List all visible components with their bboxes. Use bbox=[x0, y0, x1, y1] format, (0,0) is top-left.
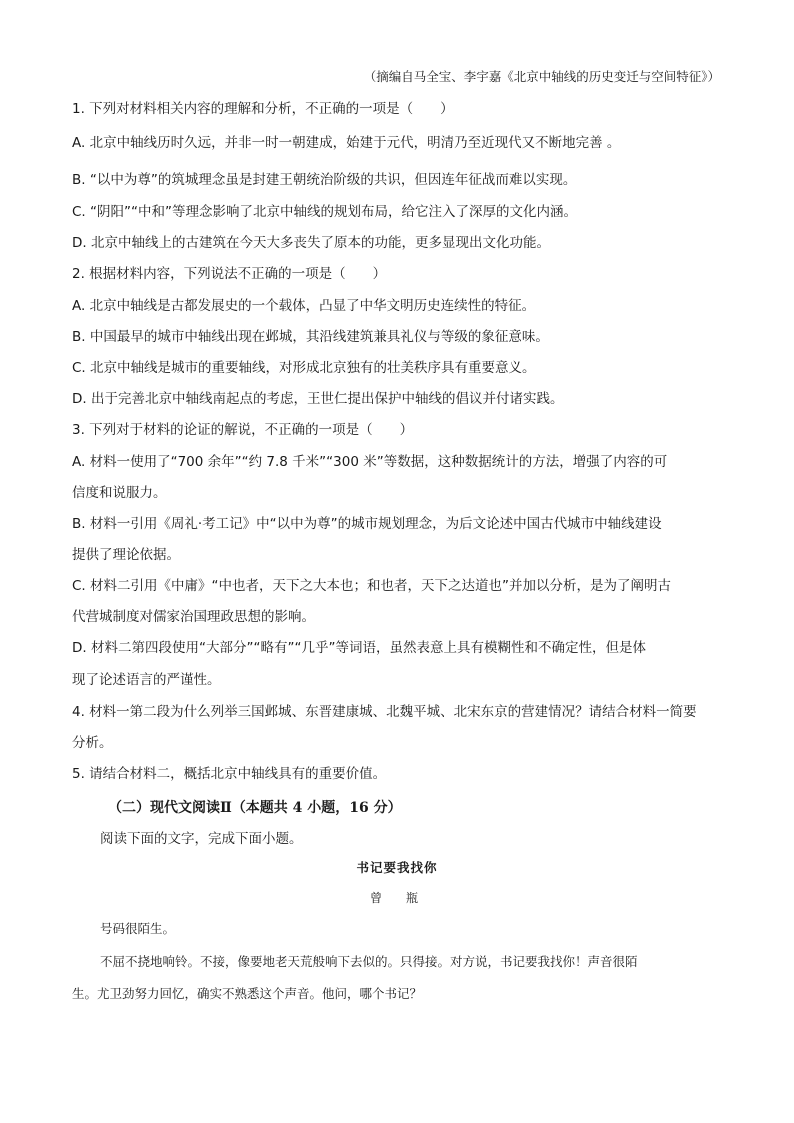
question-3-option-a-cont: 信度和说服力。 bbox=[72, 485, 167, 501]
question-1-option-a: A. 北京中轴线历时久远，并非一时一朝建成，始建于元代，明清乃至近现代又不断地完善 。 bbox=[72, 135, 621, 151]
question-1-option-b: B. “以中为尊”的筑城理念虽是封建王朝统治阶级的共识，但因连年征战而难以实现。 bbox=[72, 172, 577, 188]
question-5: 5. 请结合材料二，概括北京中轴线具有的重要价值。 bbox=[72, 766, 387, 782]
question-2-stem: 2. 根据材料内容，下列说法不正确的一项是（ ） bbox=[72, 266, 387, 282]
question-4: 4. 材料一第二段为什么列举三国邺城、东晋建康城、北魏平城、北宋东京的营建情况？请结合材料一简要 bbox=[72, 704, 697, 720]
source-citation: （摘编自马全宝、李宇嘉《北京中轴线的历史变迁与空间特征》） bbox=[363, 69, 720, 84]
reading-instruction: 阅读下面的文字，完成下面小题。 bbox=[100, 831, 303, 847]
question-1-option-d: D. 北京中轴线上的古建筑在今天大多丧失了原本的功能，更多显现出文化功能。 bbox=[72, 235, 550, 251]
question-1-option-c: C. “阴阳”“中和”等理念影响了北京中轴线的规划布局，给它注入了深厚的文化内涵。 bbox=[72, 204, 577, 220]
question-2-option-c: C. 北京中轴线是城市的重要轴线，对形成北京独有的壮美秩序具有重要意义。 bbox=[72, 360, 536, 376]
story-paragraph: 不屈不挠地响铃。不接，像要地老天荒般响下去似的。只得接。对方说，书记要我找你！声音很陌 bbox=[100, 954, 638, 969]
question-2-option-d: D. 出于完善北京中轴线南起点的考虑，王世仁提出保护中轴线的倡议并付诸实践。 bbox=[72, 391, 564, 407]
question-3-stem: 3. 下列对于材料的论证的解说，不正确的一项是（ ） bbox=[72, 422, 414, 438]
question-3-option-d: D. 材料二第四段使用“大部分”“略有”“几乎”等词语，虽然表意上具有模糊性和不确定性，但是体 bbox=[72, 640, 646, 656]
section-heading: （二）现代文阅读Ⅱ（本题共 4 小题，16 分） bbox=[108, 800, 402, 816]
story-paragraph: 号码很陌生。 bbox=[100, 921, 176, 936]
question-3-option-a: A. 材料一使用了“700 余年”“约 7.8 千米”“300 米”等数据，这种数据统计的方法，增强了内容的可 bbox=[72, 454, 668, 470]
question-1-stem: 1. 下列对材料相关内容的理解和分析，不正确的一项是（ ） bbox=[72, 101, 454, 117]
question-3-option-c: C. 材料二引用《中庸》“中也者，天下之大本也；和也者，天下之达道也”并加以分析，是为了阐明古 bbox=[72, 578, 671, 594]
question-2-option-a: A. 北京中轴线是古都发展史的一个载体，凸显了中华文明历史连续性的特征。 bbox=[72, 298, 536, 314]
story-title: 书记要我找你 bbox=[356, 860, 438, 875]
question-3-option-b: B. 材料一引用《周礼·考工记》中“以中为尊”的城市规划理念，为后文论述中国古代城市中轴线建设 bbox=[72, 516, 662, 532]
question-2-option-b: B. 中国最早的城市中轴线出现在邺城，其沿线建筑兼具礼仪与等级的象征意味。 bbox=[72, 329, 549, 345]
question-3-option-c-cont: 代营城制度对儒家治国理政思想的影响。 bbox=[72, 609, 315, 625]
question-4-cont: 分析。 bbox=[72, 735, 113, 751]
question-3-option-b-cont: 提供了理论依据。 bbox=[72, 547, 180, 563]
story-author: 曾 瓶 bbox=[369, 891, 424, 905]
question-3-option-d-cont: 现了论述语言的严谨性。 bbox=[72, 672, 221, 688]
story-paragraph: 生。尤卫劲努力回忆，确实不熟悉这个声音。他问，哪个书记？ bbox=[72, 986, 423, 1001]
